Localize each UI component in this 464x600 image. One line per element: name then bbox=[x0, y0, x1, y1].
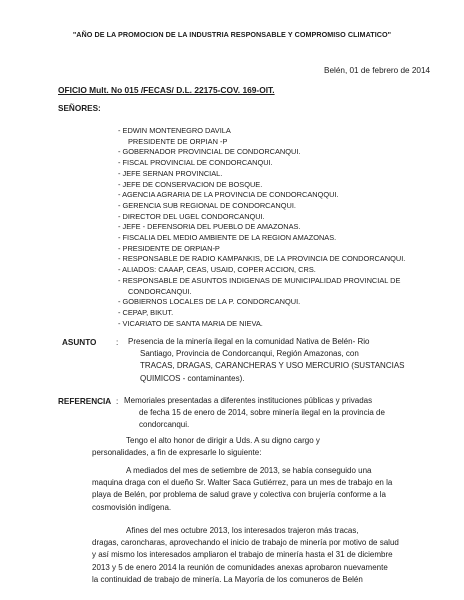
body-paragraph-1 bbox=[92, 465, 412, 514]
body-line: cosmovisión indígena. bbox=[92, 502, 172, 512]
recipient-item: - JEFE - DEFENSORIA DEL PUEBLO DE AMAZONAS. bbox=[118, 222, 301, 232]
referencia-line: Memoriales presentadas a diferentes instituciones públicas y privadas bbox=[124, 396, 373, 405]
body-line: Afines del mes octubre 2013, los interesados trajeron más tracas, bbox=[126, 526, 359, 535]
body-paragraph-2 bbox=[92, 525, 412, 586]
recipient-item: - JEFE DE CONSERVACION DE BOSQUE. bbox=[118, 179, 263, 189]
recipient-item: - JEFE SERNAN PROVINCIAL. bbox=[118, 168, 223, 178]
salutation: SEÑORES: bbox=[58, 104, 101, 113]
year-motto: "AÑO DE LA PROMOCION DE LA INDUSTRIA RESPONSABLE Y COMPROMISO CLIMATICO" bbox=[72, 30, 392, 39]
referencia-colon: : bbox=[116, 397, 119, 406]
asunto-line: QUIMICOS - contaminantes). bbox=[140, 373, 245, 383]
recipient-item: - VICARIATO DE SANTA MARIA DE NIEVA. bbox=[118, 318, 263, 328]
recipient-item: - RESPONSABLE DE RADIO KAMPANKIS, DE LA PROVINCIA DE CONDORCANQUI. bbox=[118, 254, 406, 264]
recipient-list bbox=[118, 126, 405, 329]
body-line: maquina draga con el dueño Sr. Walter Saca Gutiérrez, para un mes de trabajo en la bbox=[92, 478, 393, 488]
asunto-colon: : bbox=[116, 338, 119, 347]
letter-date: Belén, 01 de febrero de 2014 bbox=[324, 66, 431, 75]
greeting-paragraph bbox=[92, 435, 412, 459]
recipient-item: CONDORCANQUI. bbox=[128, 286, 192, 296]
recipient-item: - FISCALIA DEL MEDIO AMBIENTE DE LA REGION AMAZONAS. bbox=[118, 233, 337, 243]
recipient-item: - PRESIDENTE DE ORPIAN-P bbox=[118, 243, 220, 253]
recipient-item: - GOBIERNOS LOCALES DE LA P. CONDORCANQUI. bbox=[118, 297, 301, 307]
referencia-line: condorcanqui. bbox=[139, 420, 190, 430]
recipient-item: - RESPONSABLE DE ASUNTOS INDIGENAS DE MUNICIPALIDAD PROVINCIAL DE bbox=[118, 275, 401, 285]
recipient-item: - FISCAL PROVINCIAL DE CONDORCANQUI. bbox=[118, 158, 273, 168]
recipient-item: - AGENCIA AGRARIA DE LA PROVINCIA DE CONDORCANQQUI. bbox=[118, 190, 339, 200]
referencia-text bbox=[124, 395, 416, 432]
asunto-line: TRACAS, DRAGAS, CARANCHERAS Y USO MERCURIO (SUSTANCIAS bbox=[140, 361, 405, 371]
recipient-item: - DIRECTOR DEL UGEL CONDORCANQUI. bbox=[118, 211, 265, 221]
asunto-label: ASUNTO bbox=[62, 338, 97, 347]
recipient-item: - ALIADOS: CAAAP, CEAS, USAID, COPER ACCION, CRS. bbox=[118, 265, 316, 275]
body-line: 2013 y 5 de enero 2014 la reunión de comunidades anexas aprobaron nuevamente bbox=[92, 562, 388, 572]
body-line: dragas, caroncharas, aprovechando el inicio de trabajo de minería por motivo de salud bbox=[92, 538, 399, 548]
referencia-line: de fecha 15 de enero de 2014, sobre minería ilegal en la provincia de bbox=[139, 408, 385, 418]
body-line: playa de Belén, por problema de salud grave y colectiva con brujería conforme a la bbox=[92, 490, 386, 500]
recipient-item: - GOBERNADOR PROVINCIAL DE CONDORCANQUI. bbox=[118, 147, 301, 157]
body-line: Tengo el alto honor de dirigir a Uds. A su digno cargo y bbox=[126, 436, 320, 445]
asunto-line: Presencia de la minería ilegal en la comunidad Nativa de Belén- Rio bbox=[128, 337, 370, 346]
body-line: personalidades, a fin de expresarle lo siguiente: bbox=[92, 448, 262, 458]
recipient-item: - CEPAP, BIKUT. bbox=[118, 307, 174, 317]
body-line: y así mismo los interesados ampliaron el trabajo de minería hasta el 31 de diciembre bbox=[92, 550, 393, 560]
asunto-line: Santiago, Provincia de Condorcanqui, Región Amazonas, con bbox=[140, 349, 359, 359]
official-reference: OFICIO Mult. No 015 /FECAS/ D.L. 22175-COV. 169-OIT. bbox=[58, 85, 275, 95]
referencia-label: REFERENCIA bbox=[58, 397, 112, 406]
asunto-text bbox=[128, 336, 418, 385]
body-line: A mediados del mes de setiembre de 2013, se había conseguido una bbox=[126, 466, 372, 475]
body-line: la continuidad de trabajo de minería. La Mayoría de los comuneros de Belén bbox=[92, 574, 363, 584]
recipient-item: - EDWIN MONTENEGRO DAVILA bbox=[118, 126, 231, 135]
recipient-item: - GERENCIA SUB REGIONAL DE CONDORCANQUI. bbox=[118, 200, 296, 210]
recipient-item: PRESIDENTE DE ORPIAN -P bbox=[128, 136, 228, 146]
